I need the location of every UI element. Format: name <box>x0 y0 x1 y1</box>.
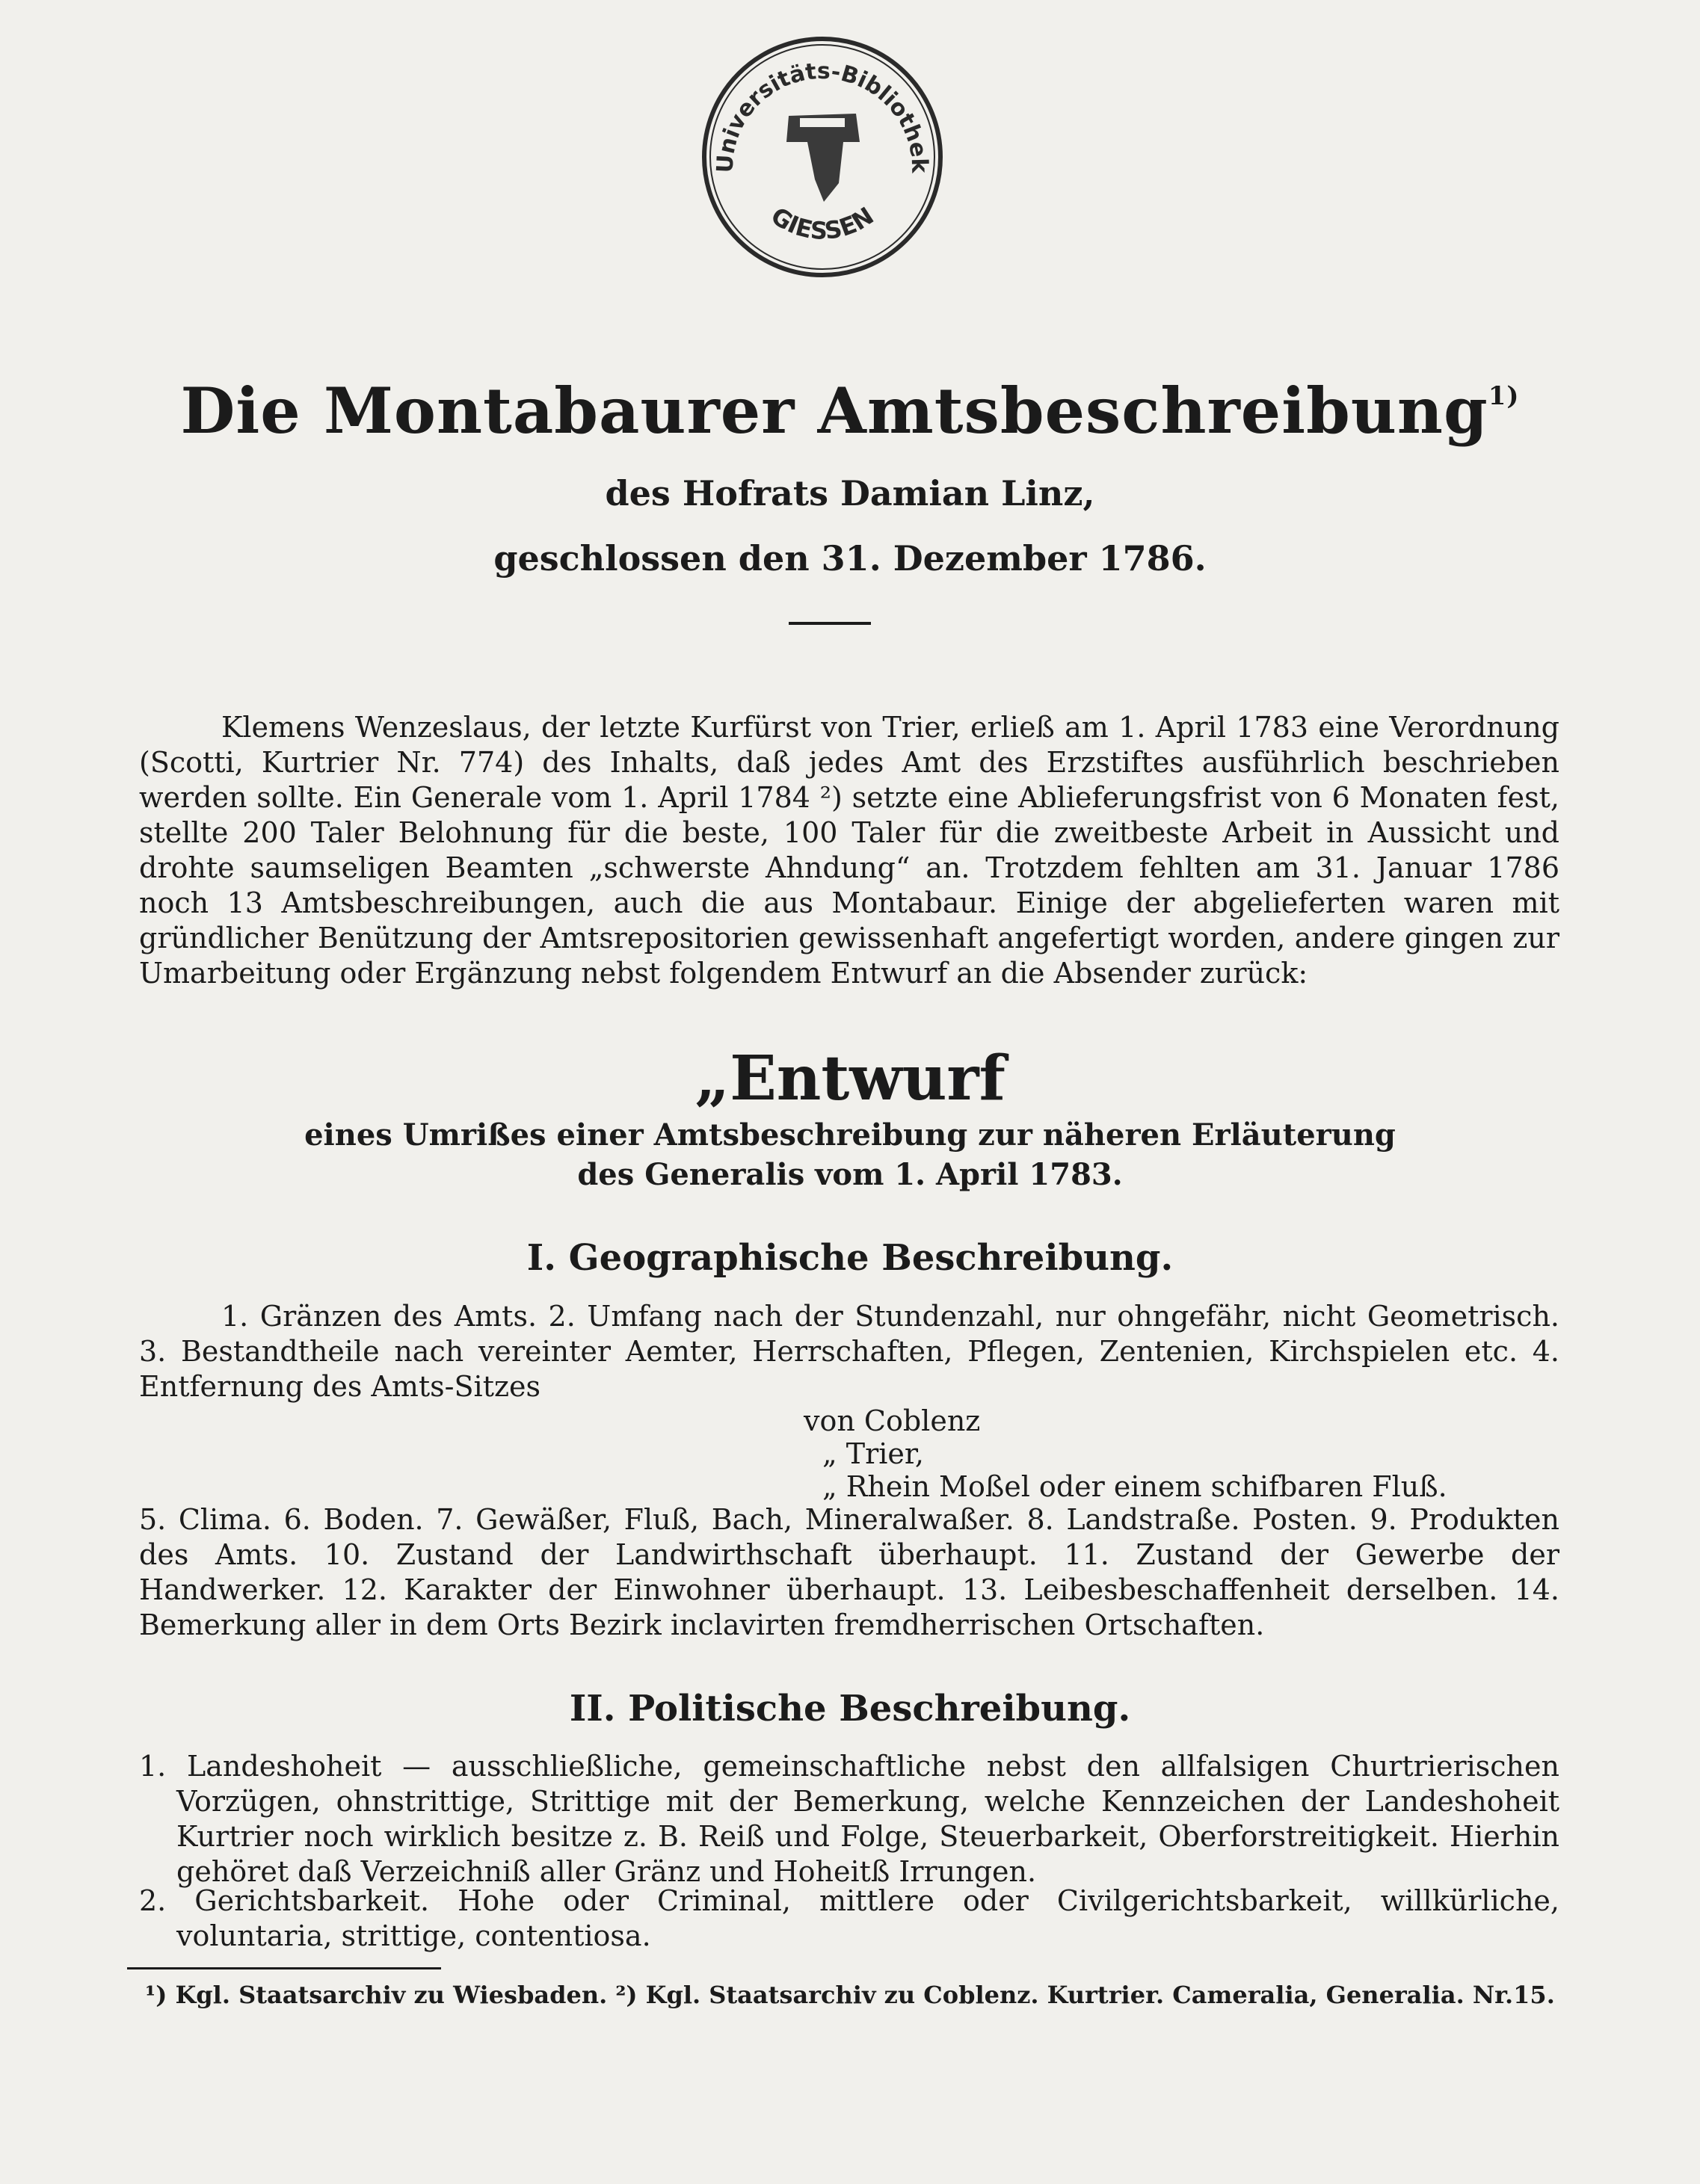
subtitle-date: geschlossen den 31. Dezember 1786. <box>493 538 1207 579</box>
footnote-divider <box>127 1967 441 1969</box>
subtitle-author: des Hofrats Damian Linz, <box>605 473 1095 513</box>
section-heading-political: II. Politische Beschreibung. <box>569 1688 1131 1730</box>
intro-paragraph: Klemens Wenzeslaus, der letzte Kurfürst von Trier, erließ am 1. April 1783 eine Verordnung (Scotti, Kurtrier Nr. 774) des Inhalts, daß jedes Amt des Erzstiftes ausführlich beschrieben werden sollte. Ein Generale vom 1. April 1784 ²) setzte eine Ablieferungsfrist von 6 Monaten fest, stellte 200 Taler Belohnung für die beste, 100 Taler für die zweitbeste Arbeit in Aussicht und drohte saumseligen Beamten „schwerste Ahndung“ an. Trotzdem fehlten am 31. Januar 1786 noch 13 Amtsbeschreibungen, auch die aus Montabaur. Einige der abgelieferten waren mit gründlicher Benützung der Amtsrepositorien gewissenhaft angefertigt worden, andere gingen zur Umarbeitung oder Ergänzung nebst folgendem Entwurf an die Absender zurück: <box>139 711 1559 990</box>
svg-text:GIESSEN <box>766 201 878 245</box>
title-divider <box>789 622 871 625</box>
distance-coblenz: von Coblenz <box>804 1404 981 1437</box>
entwurf-subline-2: des Generalis vom 1. April 1783. <box>577 1157 1123 1192</box>
political-item-2: 2. Gerichtsbarkeit. Hohe oder Criminal, mittlere oder Civilgerichtsbarkeit, willkürliche, voluntaria, strittige, contentiosa. <box>139 1884 1559 1952</box>
stamp-text-bottom: GIESSEN <box>766 201 879 245</box>
entwurf-subline-1: eines Umrißes einer Amtsbeschreibung zur näheren Erläuterung <box>304 1117 1396 1153</box>
geographic-paragraph-b: 5. Clima. 6. Boden. 7. Gewäßer, Fluß, Bach, Mineralwaßer. 8. Landstraße. Posten. 9. Produkten des Amts. 10. Zustand der Landwirthschaft überhaupt. 11. Zustand der Gewerbe der Handwerker. 12. Karakter der Einwohner überhaupt. 13. Leibesbeschaffenheit derselben. 14. Bemerkung aller in dem Orts Bezirk inclavirten fremdherrischen Ortschaften. <box>139 1503 1559 1641</box>
title-footnote-marker: 1) <box>1488 381 1520 411</box>
library-stamp <box>695 30 949 284</box>
stamp-text-top: Universitäts-Bibliothek <box>712 58 933 174</box>
political-item-1: 1. Landeshoheit — ausschließliche, gemeinschaftliche nebst den allfalsigen Churtrierischen Vorzügen, ohnstrittige, Strittige mit der Bemerkung, welche Kennzeichen der Landeshoheit Kurtrier noch wirklich besitze z. B. Reiß und Folge, Steuerbarkeit, Oberforstreitigkeit. Hierhin gehöret daß Verzeichniß aller Gränz und Hoheitß Irrungen. <box>139 1750 1559 1888</box>
entwurf-heading: „Entwurf <box>695 1043 1005 1114</box>
footnotes: ¹) Kgl. Staatsarchiv zu Wiesbaden. ²) Kgl. Staatsarchiv zu Coblenz. Kurtrier. Cameralia, Generalia. Nr.15. <box>145 1981 1555 2009</box>
title-text: Die Montabaurer Amtsbeschreibung <box>180 374 1488 448</box>
distance-trier: „ Trier, <box>822 1437 924 1470</box>
stamp-emblem-icon <box>786 114 860 202</box>
document-title <box>0 374 1700 448</box>
section-heading-geographic: I. Geographische Beschreibung. <box>526 1237 1174 1279</box>
distance-river: „ Rhein Moßel oder einem schifbaren Fluß. <box>822 1470 1447 1503</box>
geographic-paragraph-a: 1. Gränzen des Amts. 2. Umfang nach der Stundenzahl, nur ohngefähr, nicht Geometrisch. 3. Bestandtheile nach vereinter Aemter, Herrschaften, Pflegen, Zentenien, Kirchspielen etc. 4. Entfernung des Amts-Sitzes <box>139 1300 1559 1403</box>
